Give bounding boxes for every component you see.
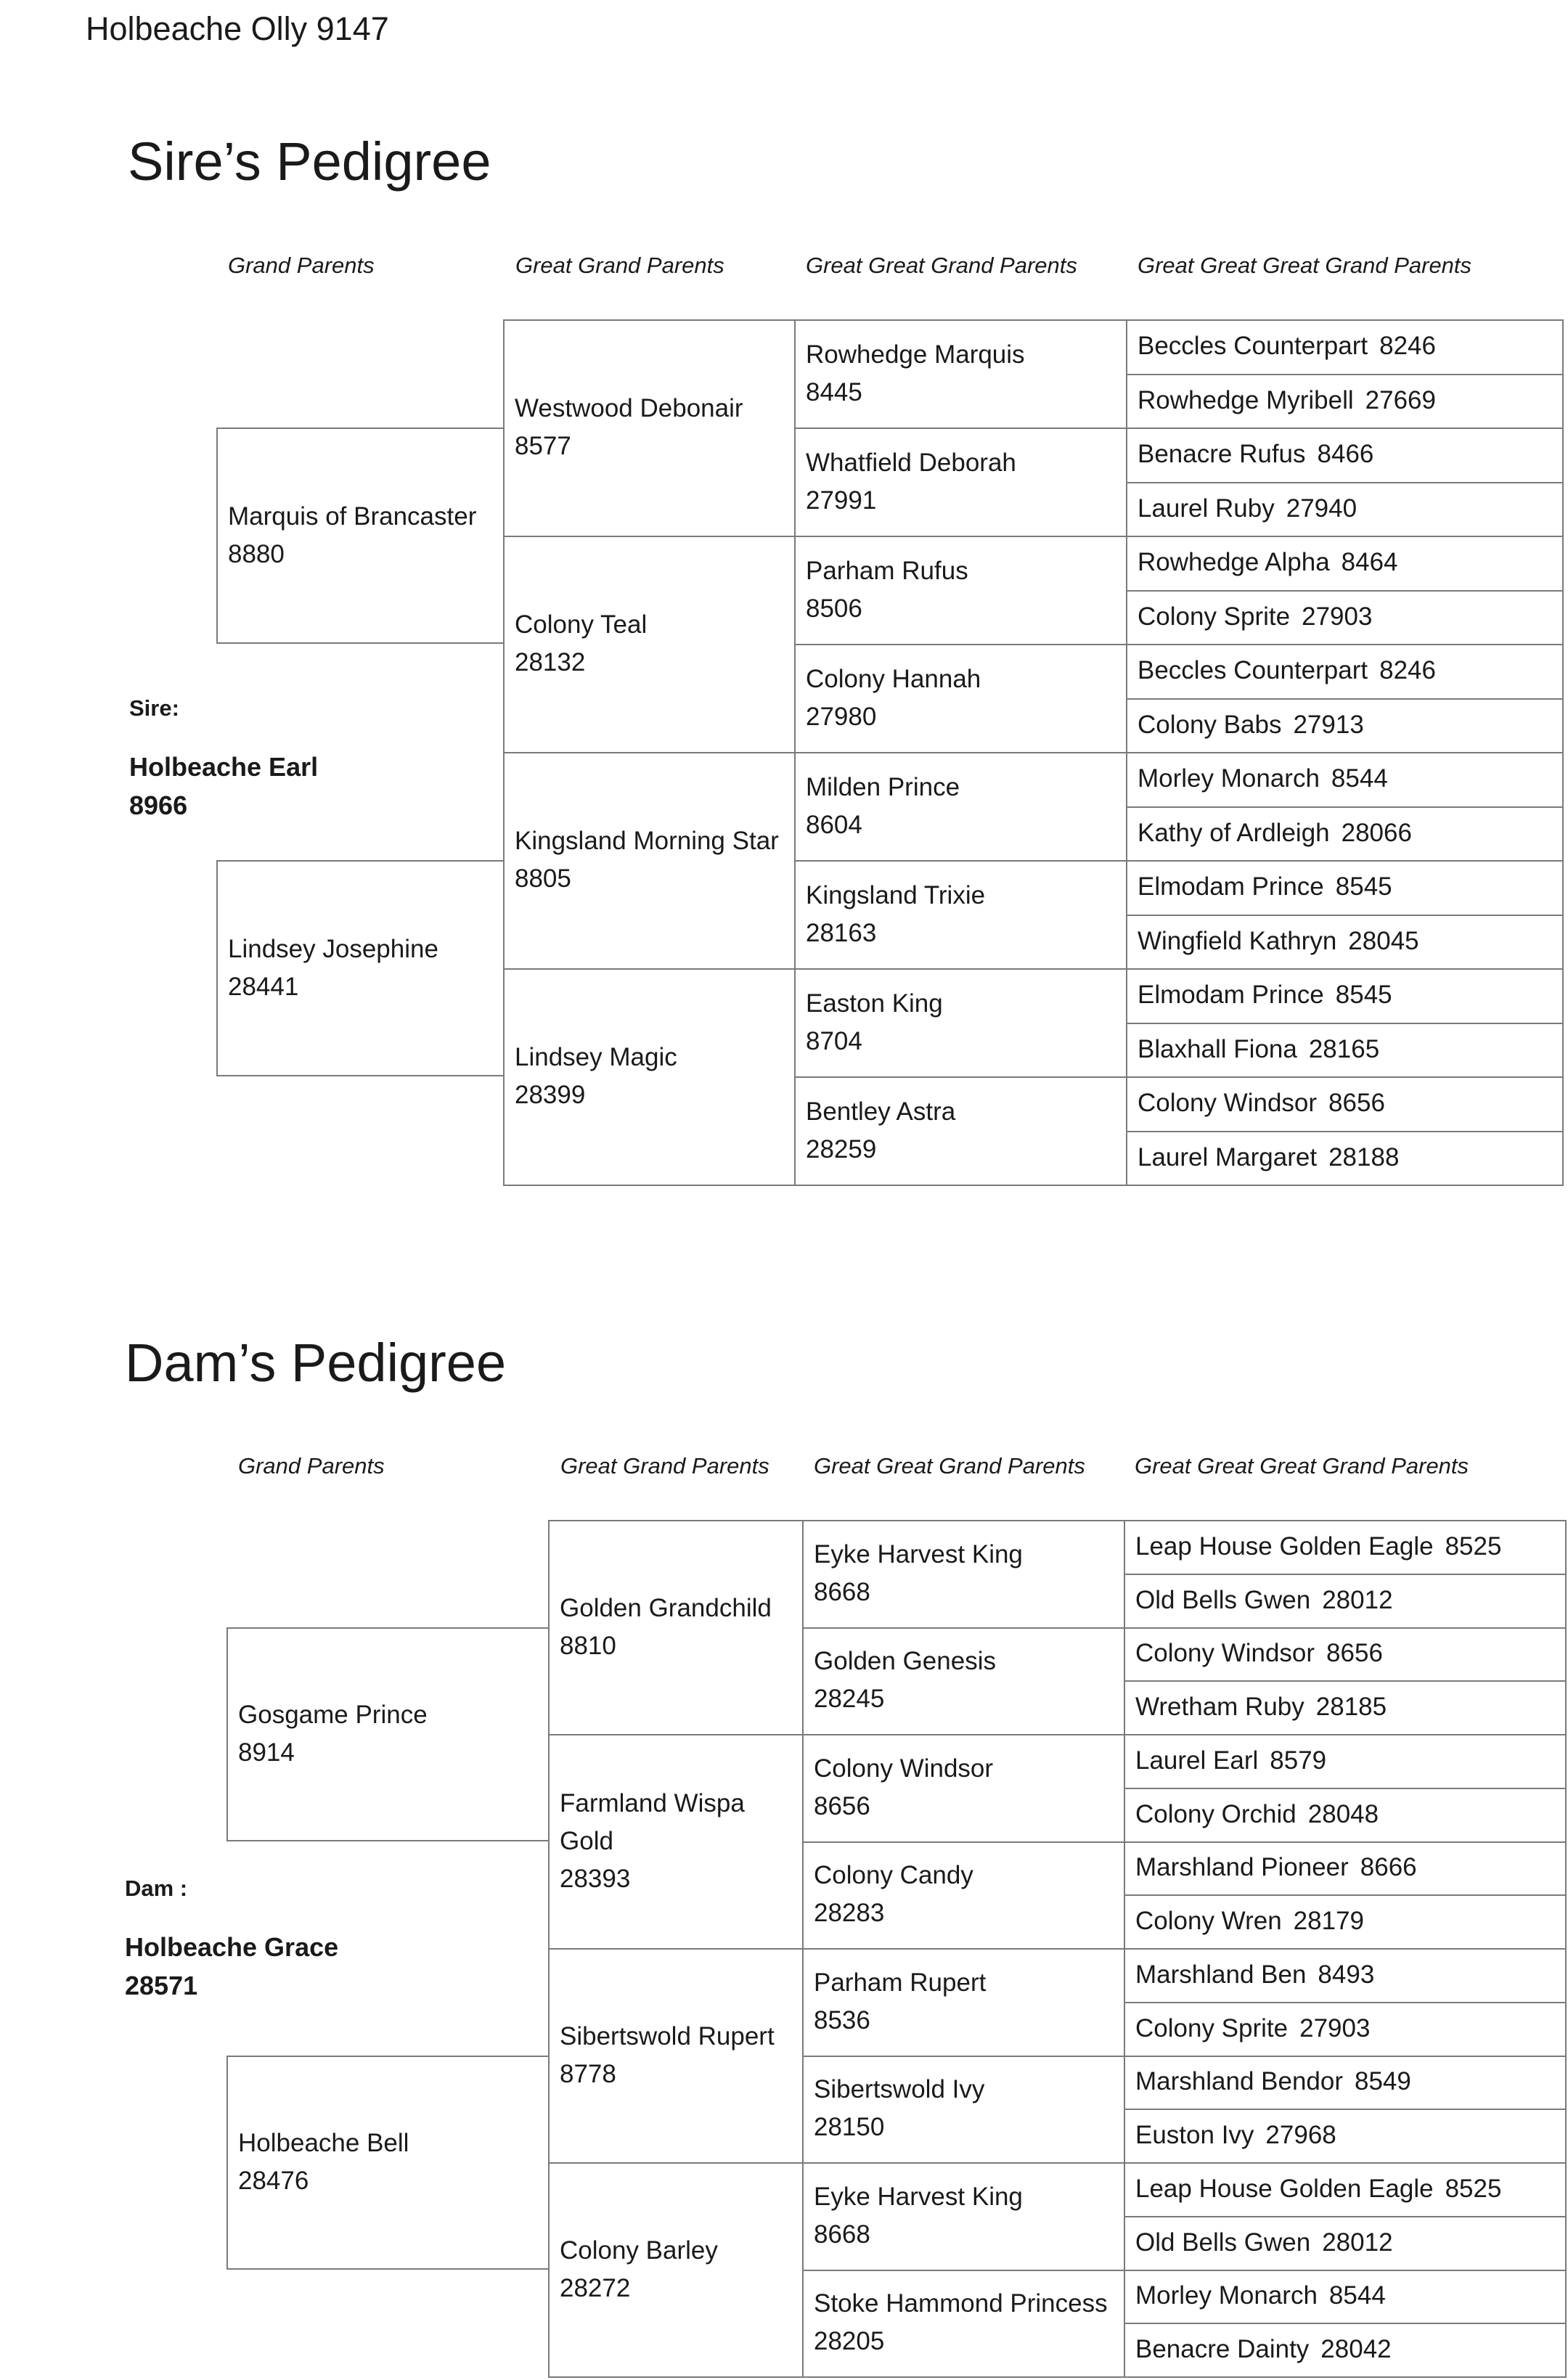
- sire-great-grand-parent-cell-text: [515, 1039, 677, 1114]
- sire-great-grand-parent-cell-text: [515, 822, 779, 898]
- registration-number: 28393: [560, 1864, 631, 1893]
- dam-great-grand-parent-cell-text: [560, 1785, 802, 1898]
- horse-name: Laurel Ruby: [1138, 494, 1275, 523]
- dam-great-great-grand-parent-cell: [802, 1948, 1124, 2056]
- dam-great-great-grand-parent-cell: [802, 1627, 1124, 1735]
- great-great-great-grand-parents-header: Great Great Great Grand Parents: [1135, 1453, 1469, 1479]
- sire-great-great-great-grand-parent-cell: [1126, 915, 1564, 969]
- horse-name: Leap House Golden Eagle: [1135, 2174, 1434, 2203]
- registration-number: 28163: [806, 918, 877, 947]
- dam-great-great-grand-parent-cell: [802, 1520, 1124, 1627]
- registration-number: 28012: [1322, 2228, 1393, 2257]
- registration-number: 27903: [1299, 2013, 1371, 2042]
- horse-name: Holbeache Grace: [125, 1932, 339, 1962]
- horse-name: Colony Wren: [1135, 1907, 1282, 1936]
- horse-name: Beccles Counterpart: [1138, 656, 1368, 685]
- horse-name: Wretham Ruby: [1135, 1693, 1304, 1722]
- horse-name: Marquis of Brancaster: [228, 502, 477, 531]
- horse-name: Colony Sprite: [1138, 602, 1291, 631]
- great-great-grand-parents-header: Great Great Grand Parents: [814, 1453, 1085, 1479]
- sire-great-great-grand-parent-cell: [794, 428, 1126, 536]
- registration-number: 27913: [1293, 710, 1364, 739]
- horse-name: Wingfield Kathryn: [1138, 926, 1337, 955]
- horse-name: Colony Hannah: [806, 664, 981, 693]
- dam-great-grand-parent-cell: [548, 1948, 802, 2162]
- registration-number: 8668: [814, 1577, 870, 1606]
- registration-number: 28272: [560, 2273, 631, 2302]
- dam-great-great-great-grand-parent-cell: [1124, 2002, 1567, 2056]
- sire-great-grand-parent-cell-text: [515, 606, 647, 682]
- dam-great-great-grand-parent-cell: [802, 1841, 1124, 1949]
- horse-name: Beccles Counterpart: [1138, 332, 1368, 361]
- sire-great-great-grand-parent-cell: [794, 860, 1126, 968]
- horse-name: Holbeache Earl: [129, 752, 319, 782]
- registration-number: 27940: [1286, 494, 1357, 523]
- dam-grand-parent-cell: [226, 2056, 548, 2270]
- horse-name: Rowhedge Marquis: [806, 340, 1025, 369]
- sire-great-great-great-grand-parent-cell: [1126, 752, 1564, 806]
- dam-great-great-grand-parent-cell-text: [814, 1643, 996, 1718]
- dam-great-grand-parent-cell-text: [560, 1590, 772, 1665]
- dam-label: Dam :: [125, 1876, 188, 1901]
- horse-name: Golden Genesis: [814, 1647, 996, 1676]
- sire-great-great-grand-parent-cell: [794, 536, 1126, 644]
- sire-label: Sire:: [129, 695, 179, 721]
- horse-name: Parham Rufus: [806, 556, 968, 585]
- sire-grand-parent-cell: [216, 860, 503, 1076]
- great-grand-parents-header: Great Grand Parents: [560, 1453, 769, 1479]
- dam-great-grand-parent-cell: [548, 1734, 802, 1948]
- registration-number: 8577: [515, 432, 571, 460]
- sire-great-great-grand-parent-cell-text: [806, 336, 1025, 412]
- dam-great-great-great-grand-parent-cell: [1124, 1788, 1567, 1841]
- horse-name: Rowhedge Alpha: [1138, 548, 1330, 577]
- registration-number: 28132: [515, 648, 586, 676]
- grand-parents-header: Grand Parents: [228, 253, 375, 278]
- registration-number: 28012: [1322, 1585, 1393, 1614]
- horse-name: Colony Sprite: [1135, 2013, 1289, 2042]
- registration-number: 27980: [806, 702, 877, 731]
- registration-number: 28066: [1341, 818, 1412, 847]
- sire-grand-parent-cell-text: [228, 931, 438, 1006]
- dam-great-great-grand-parent-cell-text: [814, 2178, 1023, 2254]
- horse-name: Benacre Dainty: [1135, 2335, 1310, 2364]
- horse-name: Leap House Golden Eagle: [1135, 1532, 1434, 1561]
- dam-grand-parent-cell-text: [238, 1696, 428, 1772]
- great-great-grand-parents-header: Great Great Grand Parents: [806, 253, 1077, 278]
- sire-great-great-grand-parent-cell-text: [806, 1093, 955, 1169]
- dam-great-great-great-grand-parent-cell: [1124, 2323, 1567, 2376]
- sire-subject: [129, 748, 318, 825]
- sire-great-great-great-grand-parent-cell: [1126, 428, 1564, 482]
- registration-number: 8668: [814, 2220, 870, 2249]
- dam-great-grand-parent-cell: [548, 2162, 802, 2376]
- registration-number: 28571: [125, 1971, 198, 2000]
- dam-great-great-great-grand-parent-cell: [1124, 1574, 1567, 1627]
- registration-number: 28150: [814, 2113, 885, 2142]
- horse-name: Easton King: [806, 989, 943, 1018]
- registration-number: 8545: [1335, 872, 1392, 901]
- registration-number: 28045: [1348, 926, 1419, 955]
- horse-name: Lindsey Magic: [515, 1043, 677, 1071]
- horse-name: Colony Babs: [1138, 710, 1282, 739]
- registration-number: 8525: [1445, 2174, 1502, 2203]
- registration-number: 28048: [1307, 1799, 1379, 1828]
- registration-number: 8880: [228, 540, 285, 568]
- document-title: Holbeache Olly 9147: [86, 10, 389, 47]
- horse-name: Holbeache Bell: [238, 2129, 409, 2157]
- registration-number: 28165: [1308, 1034, 1380, 1063]
- registration-number: 28399: [515, 1081, 586, 1109]
- horse-name: Lindsey Josephine: [228, 935, 438, 963]
- horse-name: Colony Windsor: [1138, 1089, 1318, 1118]
- horse-name: Laurel Margaret: [1138, 1142, 1318, 1171]
- dam-great-great-grand-parent-cell-text: [814, 1536, 1023, 1611]
- sire-great-grand-parent-cell: [503, 968, 794, 1185]
- registration-number: 8656: [1326, 1639, 1383, 1668]
- registration-number: 8579: [1270, 1746, 1327, 1775]
- sire-grand-parent-cell: [216, 428, 503, 644]
- dam-great-great-great-grand-parent-cell: [1124, 2270, 1567, 2323]
- sire-grand-parent-cell-text: [228, 498, 476, 573]
- dam-great-great-great-grand-parent-cell: [1124, 1841, 1567, 1895]
- horse-name: Kingsland Trixie: [806, 880, 986, 909]
- dam-great-great-great-grand-parent-cell: [1124, 1948, 1567, 2002]
- dam-great-great-great-grand-parent-cell: [1124, 1627, 1567, 1681]
- sire-great-great-great-grand-parent-cell: [1126, 319, 1564, 374]
- registration-number: 8549: [1355, 2067, 1411, 2096]
- sire-great-grand-parent-cell: [503, 319, 794, 536]
- grand-parents-header: Grand Parents: [238, 1453, 385, 1479]
- horse-name: Benacre Rufus: [1138, 440, 1306, 469]
- horse-name: Morley Monarch: [1138, 764, 1320, 793]
- horse-name: Golden Grandchild: [560, 1593, 772, 1622]
- registration-number: 8778: [560, 2059, 616, 2088]
- dam-great-great-great-grand-parent-cell: [1124, 1520, 1567, 1574]
- sire-great-great-great-grand-parent-cell: [1126, 482, 1564, 536]
- horse-name: Colony Barley: [560, 2236, 718, 2265]
- registration-number: 8246: [1379, 332, 1436, 361]
- dam-great-great-great-grand-parent-cell: [1124, 1894, 1567, 1948]
- sire-great-great-grand-parent-cell-text: [806, 661, 981, 736]
- horse-name: Gosgame Prince: [238, 1701, 428, 1729]
- registration-number: 8493: [1318, 1960, 1375, 1989]
- registration-number: 28205: [814, 2327, 885, 2356]
- sire-great-great-grand-parent-cell-text: [806, 985, 943, 1060]
- registration-number: 28185: [1315, 1693, 1387, 1722]
- dam-grand-parent-cell-text: [238, 2125, 409, 2200]
- sire-great-great-grand-parent-cell-text: [806, 877, 985, 952]
- dam-great-grand-parent-cell-text: [560, 2232, 718, 2307]
- dam-great-great-great-grand-parent-cell: [1124, 1734, 1567, 1788]
- sire-great-great-grand-parent-cell: [794, 1076, 1126, 1185]
- sire-great-great-great-grand-parent-cell: [1126, 1131, 1564, 1185]
- horse-name: Eyke Harvest King: [814, 1539, 1023, 1569]
- horse-name: Kathy of Ardleigh: [1138, 818, 1330, 847]
- horse-name: Marshland Pioneer: [1135, 1853, 1349, 1882]
- horse-name: Parham Rupert: [814, 1968, 987, 1997]
- sire-great-great-grand-parent-cell: [794, 752, 1126, 860]
- dam-grand-parent-cell: [226, 1627, 548, 1841]
- sire-great-great-grand-parent-cell-text: [806, 444, 1016, 520]
- horse-name: Colony Windsor: [814, 1754, 994, 1783]
- horse-name: Colony Teal: [515, 610, 648, 639]
- sire-great-great-grand-parent-cell: [794, 319, 1126, 428]
- dam-great-great-grand-parent-cell-text: [814, 1857, 973, 1932]
- registration-number: 8545: [1335, 981, 1392, 1010]
- registration-number: 8445: [806, 377, 862, 406]
- horse-name: Blaxhall Fiona: [1138, 1034, 1297, 1063]
- dam-subject: [125, 1928, 338, 2005]
- horse-name: Bentley Astra: [806, 1097, 956, 1126]
- dam-great-great-grand-parent-cell-text: [814, 1964, 986, 2040]
- horse-name: Elmodam Prince: [1138, 872, 1324, 901]
- registration-number: 8656: [1328, 1089, 1385, 1118]
- registration-number: 27991: [806, 486, 877, 515]
- registration-number: 28476: [238, 2167, 309, 2195]
- sire-great-great-grand-parent-cell-text: [806, 552, 968, 628]
- registration-number: 28245: [814, 1685, 885, 1714]
- horse-name: Eyke Harvest King: [814, 2182, 1023, 2211]
- registration-number: 8604: [806, 810, 862, 839]
- dam-great-great-great-grand-parent-cell: [1124, 2109, 1567, 2162]
- horse-name: Morley Monarch: [1135, 2281, 1318, 2310]
- dam-great-great-great-grand-parent-cell: [1124, 2056, 1567, 2109]
- registration-number: 8656: [814, 1791, 870, 1820]
- registration-number: 8666: [1360, 1853, 1417, 1882]
- horse-name: Stoke Hammond Princess: [814, 2289, 1108, 2318]
- sire-great-great-great-grand-parent-cell: [1126, 806, 1564, 861]
- sire-great-great-great-grand-parent-cell: [1126, 536, 1564, 590]
- registration-number: 8536: [814, 2005, 870, 2035]
- great-grand-parents-header: Great Grand Parents: [515, 253, 724, 278]
- registration-number: 8246: [1379, 656, 1436, 685]
- registration-number: 28042: [1320, 2335, 1392, 2364]
- horse-name: Westwood Debonair: [515, 394, 743, 422]
- sire-great-great-great-grand-parent-cell: [1126, 860, 1564, 915]
- dam-great-great-great-grand-parent-cell: [1124, 2216, 1567, 2270]
- registration-number: 27968: [1265, 2121, 1336, 2150]
- dam-great-grand-parent-cell-text: [560, 2018, 775, 2093]
- registration-number: 28283: [814, 1899, 885, 1928]
- registration-number: 8525: [1445, 1532, 1502, 1561]
- horse-name: Kingsland Morning Star: [515, 827, 779, 855]
- sire-section-title: Sire’s Pedigree: [128, 131, 491, 192]
- dam-great-grand-parent-cell: [548, 1520, 802, 1734]
- dam-great-great-grand-parent-cell-text: [814, 2285, 1108, 2360]
- registration-number: 8544: [1331, 764, 1388, 793]
- dam-great-great-great-grand-parent-cell: [1124, 2162, 1567, 2216]
- sire-great-great-great-grand-parent-cell: [1126, 1076, 1564, 1131]
- great-great-great-grand-parents-header: Great Great Great Grand Parents: [1138, 253, 1472, 278]
- dam-great-great-great-grand-parent-cell: [1124, 1680, 1567, 1734]
- sire-great-grand-parent-cell: [503, 752, 794, 968]
- horse-name: Sibertswold Rupert: [560, 2021, 775, 2050]
- horse-name: Marshland Ben: [1135, 1960, 1307, 1989]
- horse-name: Colony Orchid: [1135, 1799, 1297, 1828]
- sire-great-great-grand-parent-cell-text: [806, 769, 960, 844]
- horse-name: Whatfield Deborah: [806, 448, 1016, 477]
- horse-name: Farmland Wispa Gold: [560, 1788, 745, 1855]
- horse-name: Milden Prince: [806, 772, 960, 801]
- registration-number: 8466: [1317, 440, 1374, 469]
- horse-name: Laurel Earl: [1135, 1746, 1259, 1775]
- horse-name: Old Bells Gwen: [1135, 1585, 1311, 1614]
- sire-great-great-grand-parent-cell: [794, 644, 1126, 752]
- registration-number: 28188: [1328, 1142, 1400, 1171]
- horse-name: Euston Ivy: [1135, 2121, 1254, 2150]
- registration-number: 8506: [806, 594, 862, 623]
- dam-great-great-grand-parent-cell: [802, 2270, 1124, 2377]
- horse-name: Rowhedge Myribell: [1138, 385, 1354, 414]
- registration-number: 8966: [129, 790, 188, 820]
- sire-great-great-great-grand-parent-cell: [1126, 968, 1564, 1023]
- horse-name: Sibertswold Ivy: [814, 2075, 985, 2104]
- dam-great-great-grand-parent-cell: [802, 2056, 1124, 2163]
- registration-number: 8805: [515, 864, 571, 893]
- dam-section-title: Dam’s Pedigree: [125, 1333, 507, 1393]
- dam-great-great-grand-parent-cell-text: [814, 1750, 993, 1825]
- registration-number: 8704: [806, 1026, 862, 1055]
- sire-great-great-great-grand-parent-cell: [1126, 590, 1564, 645]
- sire-great-great-great-grand-parent-cell: [1126, 644, 1564, 698]
- registration-number: 8464: [1341, 548, 1398, 577]
- horse-name: Old Bells Gwen: [1135, 2228, 1311, 2257]
- dam-great-great-grand-parent-cell-text: [814, 2071, 984, 2146]
- sire-great-grand-parent-cell: [503, 536, 794, 752]
- horse-name: Colony Windsor: [1135, 1639, 1315, 1668]
- registration-number: 27903: [1302, 602, 1373, 631]
- dam-great-great-grand-parent-cell: [802, 2162, 1124, 2270]
- horse-name: Marshland Bendor: [1135, 2067, 1343, 2096]
- registration-number: 8810: [560, 1631, 616, 1660]
- sire-great-grand-parent-cell-text: [515, 390, 743, 465]
- registration-number: 28441: [228, 973, 299, 1001]
- horse-name: Colony Candy: [814, 1861, 973, 1890]
- dam-great-great-grand-parent-cell: [802, 1734, 1124, 1841]
- registration-number: 28179: [1293, 1907, 1364, 1936]
- registration-number: 27669: [1365, 385, 1436, 414]
- registration-number: 28259: [806, 1134, 877, 1164]
- sire-great-great-grand-parent-cell: [794, 968, 1126, 1076]
- sire-great-great-great-grand-parent-cell: [1126, 1023, 1564, 1077]
- sire-great-great-great-grand-parent-cell: [1126, 698, 1564, 753]
- registration-number: 8544: [1328, 2281, 1386, 2310]
- registration-number: 8914: [238, 1738, 295, 1767]
- sire-great-great-great-grand-parent-cell: [1126, 374, 1564, 428]
- horse-name: Elmodam Prince: [1138, 981, 1324, 1010]
